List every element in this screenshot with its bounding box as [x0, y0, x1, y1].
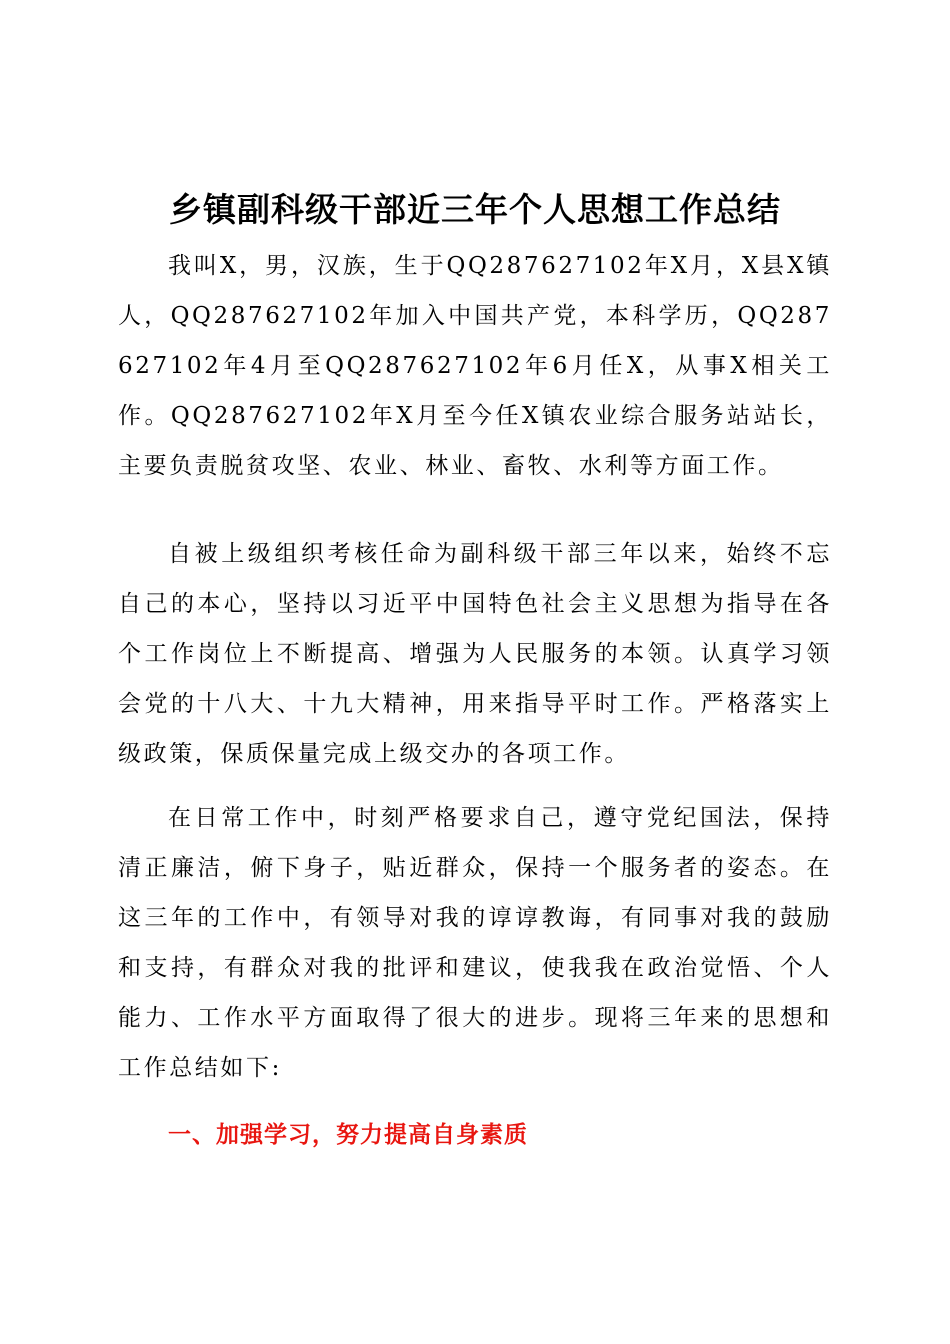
- paragraph-daily-work: 在日常工作中，时刻严格要求自己，遵守党纪国法，保持清正廉洁，俯下身子，贴近群众，保持一个服务者的姿态。在这三年的工作中，有领导对我的谆谆教诲，有同事对我的鼓励和支持，有群众对我的批评和建议，使我我在政治觉悟、个人能力、工作水平方面取得了很大的进步。现将三年来的思想和工作总结如下:: [118, 805, 832, 1081]
- document-title: 乡镇副科级干部近三年个人思想工作总结: [169, 190, 781, 229]
- paragraph-three-years-overview: 自被上级组织考核任命为副科级干部三年以来，始终不忘自己的本心，坚持以习近平中国特色社会主义思想为指导在各个工作岗位上不断提高、增强为人民服务的本领。认真学习领会党的十八大、十九大精神，用来指导平时工作。严格落实上级政策，保质保量完成上级交办的各项工作。: [118, 541, 832, 767]
- paragraph-personal-profile: 我叫X，男，汉族，生于QQ287627102年X月，X县X镇人，QQ287627102年加入中国共产党，本科学历，QQ287627102年4月至QQ287627102年6月任X，从事X相关工作。QQ287627102年X月至今任X镇农业综合服务站站长，主要负责脱贫攻坚、农业、林业、畜牧、水利等方面工作。: [118, 253, 832, 479]
- section-heading-study: 一、加强学习，努力提高自身素质: [168, 1122, 528, 1148]
